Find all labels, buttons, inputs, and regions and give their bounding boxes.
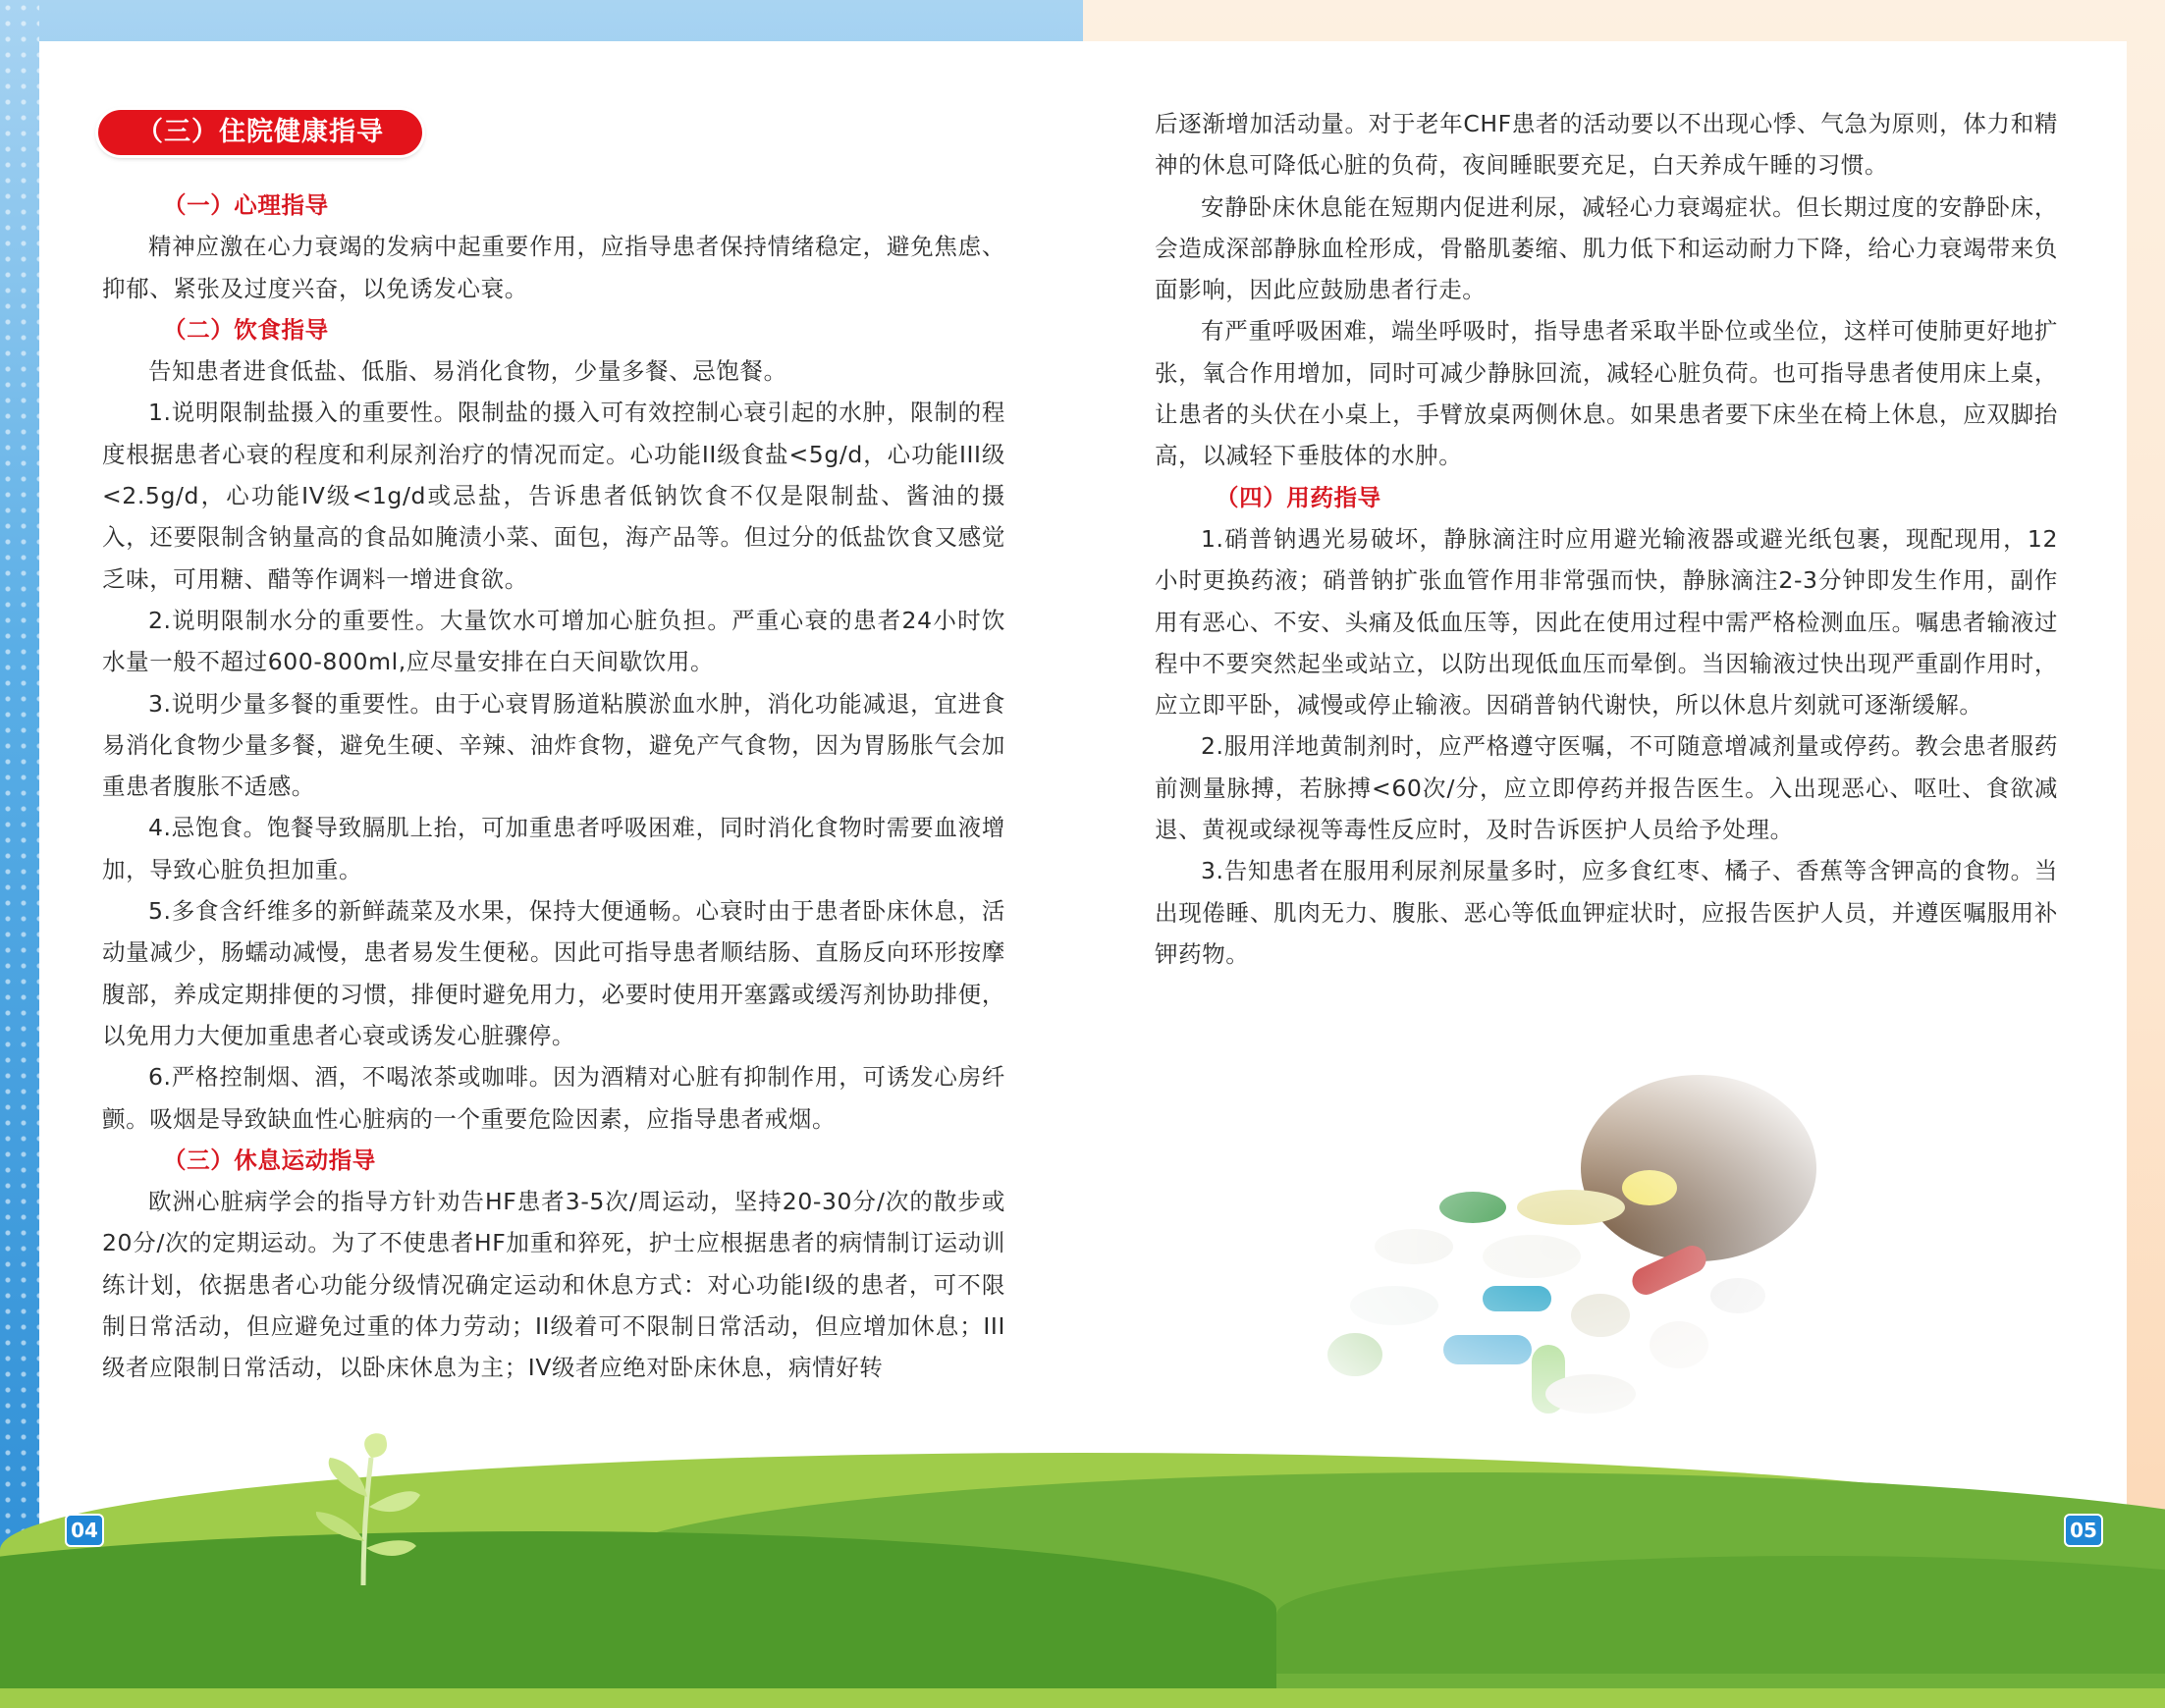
body-paragraph: 告知患者进食低盐、低脂、易消化食物，少量多餐、忌饱餐。 [148, 357, 787, 386]
right-column [1155, 103, 2058, 975]
body-paragraph: 安静卧床休息能在短期内促进利尿，减轻心力衰竭症状。但长期过度的安静卧床，会造成深部静脉血栓形成，骨骼肌萎缩、肌力低下和运动耐力下降，给心力衰竭带来负面影响，因此应鼓励患者行走。 [1155, 192, 2058, 304]
body-paragraph: 1.说明限制盐摄入的重要性。限制盐的摄入可有效控制心衰引起的水肿，限制的程度根据患者心衰的程度和利尿剂治疗的情况而定。心功能II级食盐<5g/d，心功能III级<2.5g/d，心功能IV级<1g/d或忌盐，告诉患者低钠饮食不仅是限制盐、酱油的摄入，还要限制含钠量高的食品如腌渍小菜、面包，海产品等。但过分的低盐饮食又感觉乏味，可用糖、醋等作调料一增进食欲。 [102, 399, 1005, 593]
body-paragraph: 后逐渐增加活动量。对于老年CHF患者的活动要以不出现心悸、气急为原则，体力和精神的休息可降低心脏的负荷，夜间睡眠要充足，白天养成午睡的习惯。 [1155, 110, 2058, 180]
sub-heading: （三）休息运动指导 [163, 1146, 376, 1174]
body-paragraph: 3.告知患者在服用利尿剂尿量多时，应多食红枣、橘子、香蕉等含钾高的食物。当出现倦睡、肌肉无力、腹胀、恶心等低血钾症状时，应报告医护人员，并遵医嘱服用补钾药物。 [1155, 857, 2058, 968]
left-column [102, 185, 1005, 1389]
sub-heading: （二）饮食指导 [163, 315, 329, 344]
body-paragraph: 2.服用洋地黄制剂时，应严格遵守医嘱，不可随意增减剂量或停药。教会患者服药前测量脉搏，若脉搏<60次/分，应立即停药并报告医生。入出现恶心、呕吐、食欲减退、黄视或绿视等毒性反应时，及时告诉医护人员给予处理。 [1155, 732, 2058, 844]
body-paragraph: 1.硝普钠遇光易破坏，静脉滴注时应用避光输液器或避光纸包裹，现配现用，12小时更换药液；硝普钠扩张血管作用非常强而快，静脉滴注2-3分钟即发生作用，副作用有恶心、不安、头痛及低血压等，因此在使用过程中需严格检测血压。嘱患者输液过程中不要突然起坐或站立，以防出现低血压而晕倒。当因输液过快出现严重副作用时，应立即平卧，减慢或停止输液。因硝普钠代谢快，所以休息片刻就可逐渐缓解。 [1155, 524, 2058, 720]
section-title: （三）住院健康指导 [98, 110, 422, 155]
page-number-left: 04 [65, 1514, 104, 1547]
leaf-sprout-icon [295, 1428, 442, 1585]
left-dotted-edge [0, 0, 39, 1624]
body-paragraph: 5.多食含纤维多的新鲜蔬菜及水果，保持大便通畅。心衰时由于患者卧床休息，活动量减少，肠蠕动减慢，患者易发生便秘。因此可指导患者顺结肠、直肠反向环形按摩腹部，养成定期排便的习惯，排便时避免用力，必要时使用开塞露或缓泻剂协助排便，以免用力大便加重患者心衰或诱发心脏骤停。 [102, 897, 1005, 1049]
body-paragraph: 4.忌饱食。饱餐导致膈肌上抬，可加重患者呼吸困难，同时消化食物时需要血液增加，导致心脏负担加重。 [102, 814, 1005, 883]
sub-heading: （一）心理指导 [163, 191, 329, 219]
body-paragraph: 有严重呼吸困难，端坐呼吸时，指导患者采取半卧位或坐位，这样可使肺更好地扩张，氧合作用增加，同时可减少静脉回流，减轻心脏负荷。也可指导患者使用床上桌，让患者的头伏在小桌上，手臂放桌两侧休息。如果患者要下床坐在椅上休息，应双脚抬高，以减轻下垂肢体的水肿。 [1155, 317, 2058, 470]
page-number-right: 05 [2064, 1514, 2103, 1547]
body-paragraph: 6.严格控制烟、酒，不喝浓茶或咖啡。因为酒精对心脏有抑制作用，可诱发心房纤颤。吸烟是导致缺血性心脏病的一个重要危险因素，应指导患者戒烟。 [102, 1063, 1005, 1133]
body-paragraph: 2.说明限制水分的重要性。大量饮水可增加心脏负担。严重心衰的患者24小时饮水量一般不超过600-800ml,应尽量安排在白天间歇饮用。 [102, 606, 1005, 676]
medicine-pills-image [1276, 1060, 1846, 1433]
body-paragraph: 3.说明少量多餐的重要性。由于心衰胃肠道粘膜淤血水肿，消化功能减退，宜进食易消化食物少量多餐，避免生硬、辛辣、油炸食物，避免产气食物，因为胃肠胀气会加重患者腹胀不适感。 [102, 689, 1005, 801]
sub-heading: （四）用药指导 [1216, 483, 1381, 511]
body-paragraph: 精神应激在心力衰竭的发病中起重要作用，应指导患者保持情绪稳定，避免焦虑、抑郁、紧张及过度兴奋，以免诱发心衰。 [102, 233, 1005, 302]
body-paragraph: 欧洲心脏病学会的指导方针劝告HF患者3-5次/周运动，坚持20-30分/次的散步或20分/次的定期运动。为了不使患者HF加重和猝死，护士应根据患者的病情制订运动训练计划，依据患者心功能分级情况确定运动和休息方式：对心功能I级的患者，可不限制日常活动，但应避免过重的体力劳动；II级着可不限制日常活动，但应增加休息；III级者应限制日常活动，以卧床休息为主；IV级者应绝对卧床休息，病情好转 [102, 1188, 1005, 1382]
